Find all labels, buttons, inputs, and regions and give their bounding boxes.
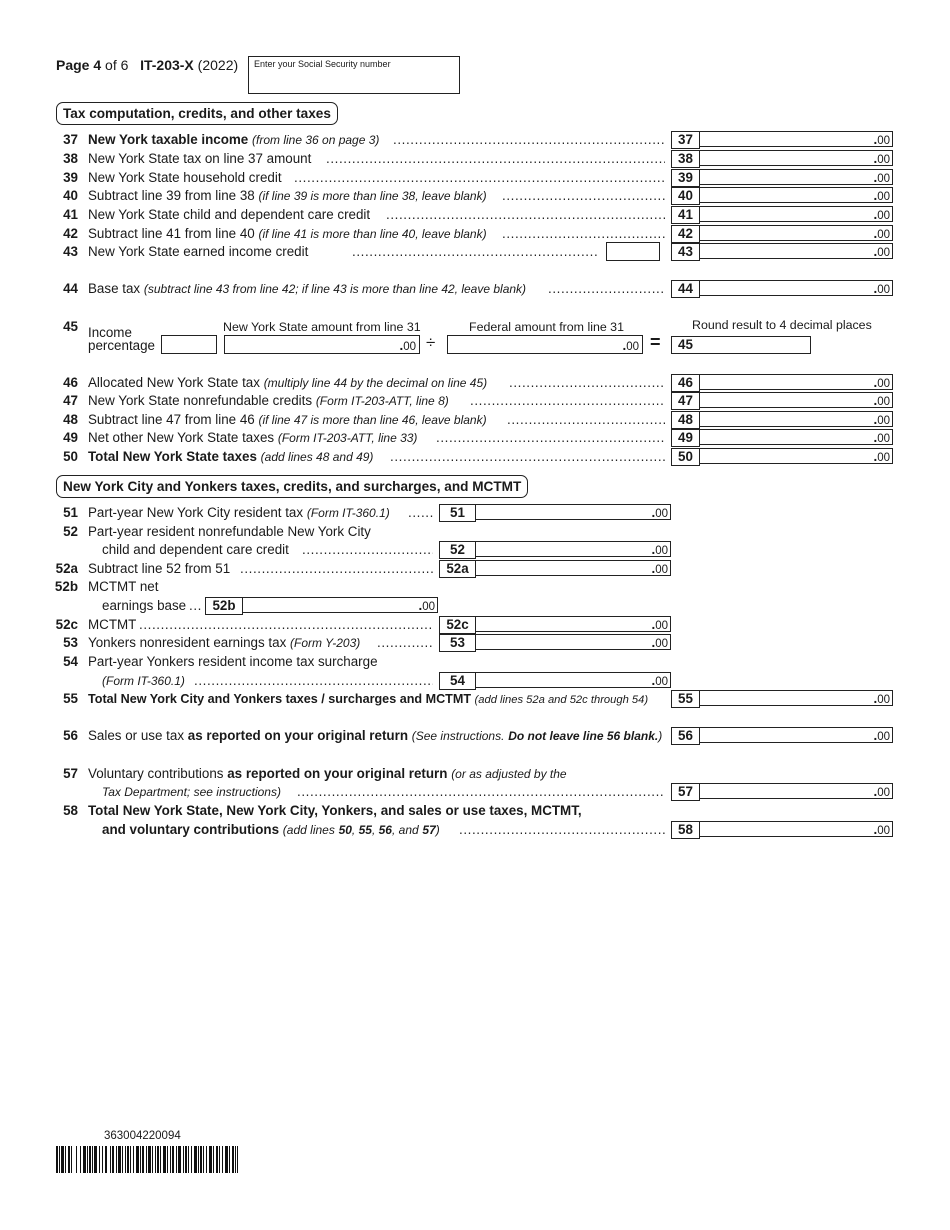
amount-field-52c[interactable]: .00 (476, 616, 671, 632)
page-label: Page (56, 57, 90, 73)
amount-field-39[interactable]: .00 (700, 169, 893, 185)
line-label: Part-year resident nonrefundable New York City (88, 524, 371, 539)
box-label-57: 57 (671, 783, 700, 801)
line-number: 41 (63, 207, 78, 222)
line-52-row-a (0, 523, 950, 541)
line-number: 46 (63, 375, 78, 390)
line-label: Part-year New York City resident tax (Form IT-360.1) (88, 505, 390, 520)
form-id: IT-203-X (140, 57, 194, 73)
line-label: Subtract line 41 from line 40 (if line 41 is more than line 40, leave blank) (88, 226, 487, 241)
line-label: MCTMT net (88, 579, 159, 594)
line-label: Part-year Yonkers resident income tax surcharge (88, 654, 378, 669)
line-49-row (0, 429, 950, 447)
line-38-row (0, 150, 950, 168)
box-label-50: 50 (671, 448, 700, 466)
line-number: 56 (63, 728, 78, 743)
line-number: 55 (63, 691, 78, 706)
line-42-row (0, 225, 950, 243)
line-label: Voluntary contributions as reported on your original return (or as adjusted by the (88, 766, 567, 781)
box-label-37: 37 (671, 131, 700, 149)
line-number: 45 (63, 319, 78, 334)
line-number: 54 (63, 654, 78, 669)
box-label-46: 46 (671, 374, 700, 392)
box-label-48: 48 (671, 411, 700, 429)
line-number: 50 (63, 449, 78, 464)
line-number: 52 (63, 524, 78, 539)
amount-field-58[interactable]: .00 (700, 821, 893, 837)
barcode-image (56, 1146, 238, 1173)
line-58-row-b (0, 821, 950, 839)
line-number: 42 (63, 226, 78, 241)
amount-field-52a[interactable]: .00 (476, 560, 671, 576)
section-title-nyc: New York City and Yonkers taxes, credits, and surcharges, and MCTMT (56, 475, 528, 498)
line-52b-row-b (0, 597, 950, 615)
line-52c-row (0, 616, 950, 634)
box-label-55: 55 (671, 690, 700, 708)
box-label-56: 56 (671, 727, 700, 745)
line-47-row (0, 392, 950, 410)
box-label-54: 54 (439, 672, 476, 690)
box-label-38: 38 (671, 150, 700, 168)
line-43-row (0, 243, 950, 261)
ny-amount-caption: New York State amount from line 31 (223, 320, 421, 334)
box-label-52: 52 (439, 541, 476, 559)
earned-income-credit-checkbox[interactable] (606, 242, 660, 261)
amount-field-52b[interactable]: .00 (243, 597, 438, 613)
line-57-row-a (0, 765, 950, 783)
amount-field-47[interactable]: .00 (700, 392, 893, 408)
amount-field-46[interactable]: .00 (700, 374, 893, 390)
barcode-number: 363004220094 (104, 1130, 181, 1142)
line-54-row-b (0, 672, 950, 690)
amount-field-52[interactable]: .00 (476, 541, 671, 557)
box-label-53: 53 (439, 634, 476, 652)
line-label-cont: and voluntary contributions (add lines 50, 55, 56, and 57) (102, 822, 440, 837)
line-label: Total New York State, New York City, Yonkers, and sales or use taxes, MCTMT, (88, 803, 582, 818)
round-result-caption: Round result to 4 decimal places (692, 318, 872, 332)
divide-sign: ÷ (426, 333, 436, 352)
line-number: 40 (63, 188, 78, 203)
section-title-tax: Tax computation, credits, and other taxes (56, 102, 338, 125)
amount-field-53[interactable]: .00 (476, 634, 671, 650)
line-label: Total New York City and Yonkers taxes / surcharges and MCTMT (add lines 52a and 52c through 54) (88, 692, 649, 706)
line-label: Allocated New York State tax (multiply line 44 by the decimal on line 45) (88, 375, 488, 390)
income-label: Income (88, 325, 132, 340)
line-52-row-b (0, 541, 950, 559)
line-label: New York State earned income credit (88, 244, 309, 259)
box-label-52b: 52b (205, 597, 243, 615)
box-label-49: 49 (671, 429, 700, 447)
amount-field-56[interactable]: .00 (700, 727, 893, 743)
amount-field-48[interactable]: .00 (700, 411, 893, 427)
amount-field-55[interactable]: .00 (700, 690, 893, 706)
line-53-row (0, 634, 950, 652)
form-year: (2022) (197, 57, 239, 73)
line-label: New York State household credit (88, 170, 282, 185)
amount-field-40[interactable]: .00 (700, 187, 893, 203)
line-number: 49 (63, 430, 78, 445)
line-48-row (0, 411, 950, 429)
line-number: 39 (63, 170, 78, 185)
line-label-cont: earnings base (102, 598, 187, 613)
line-number: 51 (63, 505, 78, 520)
equals-sign: = (650, 332, 661, 352)
line-label: Base tax (subtract line 43 from line 42; if line 43 is more than line 42, leave blank) (88, 281, 527, 296)
income-percentage-field[interactable] (161, 335, 217, 354)
line-58-row-a (0, 802, 950, 820)
line-label-cont: (Form IT-360.1) (102, 674, 185, 688)
percentage-label: percentage (88, 338, 156, 353)
amount-field-41[interactable]: .00 (700, 206, 893, 222)
amount-field-38[interactable]: .00 (700, 150, 893, 166)
line-52b-row-a (0, 578, 950, 596)
line-label: Sales or use tax as reported on your original return (See instructions. Do not leave line 56 blank.) (88, 728, 663, 743)
box-label-39: 39 (671, 169, 700, 187)
federal-amount-caption: Federal amount from line 31 (469, 320, 624, 334)
line-51-row (0, 504, 950, 522)
line-label: New York State nonrefundable credits (Form IT-203-ATT, line 8) (88, 393, 449, 408)
page-number: 4 (93, 57, 102, 73)
line-number: 53 (63, 635, 78, 650)
amount-field-44[interactable]: .00 (700, 280, 893, 296)
page-of: of 6 (105, 57, 129, 73)
line-label-cont: Tax Department; see instructions) (102, 785, 281, 799)
line-41-row (0, 206, 950, 224)
box-label-58: 58 (671, 821, 700, 839)
line-44-row (0, 280, 950, 298)
amount-field-54[interactable]: .00 (476, 672, 671, 688)
line-number: 38 (63, 151, 78, 166)
ny-amount-field[interactable]: .00 (224, 335, 420, 354)
box-label-52a: 52a (439, 560, 476, 578)
amount-field-49[interactable]: .00 (700, 429, 893, 445)
line-label-cont: child and dependent care credit (102, 542, 289, 557)
line-number: 43 (63, 244, 78, 259)
line-number: 52b (54, 579, 78, 594)
line-number: 52a (55, 561, 78, 576)
line-label: Yonkers nonresident earnings tax (Form Y-203) (88, 635, 361, 650)
line-label: New York State tax on line 37 amount (88, 151, 312, 166)
line-number: 44 (63, 281, 78, 296)
line-label: Subtract line 47 from line 46 (if line 47 is more than line 46, leave blank) (88, 412, 487, 427)
amount-field-37[interactable]: .00 (700, 131, 893, 147)
box-label-45: 45 (671, 336, 700, 354)
box-label-40: 40 (671, 187, 700, 205)
box-label-41: 41 (671, 206, 700, 224)
line-number: 37 (63, 132, 78, 147)
ssn-field[interactable] (248, 56, 460, 94)
box-label-43: 43 (671, 243, 700, 261)
amount-field-43[interactable]: .00 (700, 243, 893, 259)
box-label-52c: 52c (439, 616, 476, 634)
line-57-row-b (0, 783, 950, 801)
line-label: Net other New York State taxes (Form IT-203-ATT, line 33) (88, 430, 418, 445)
line-label: MCTMT (88, 617, 137, 632)
line-56-row (0, 727, 950, 745)
amount-field-42[interactable]: .00 (700, 225, 893, 241)
box-label-44: 44 (671, 280, 700, 298)
result-field-45[interactable] (699, 336, 811, 354)
line-number: 48 (63, 412, 78, 427)
line-label: New York taxable income (from line 36 on page 3) (88, 132, 380, 147)
line-37-row (0, 131, 950, 149)
line-54-row-a (0, 653, 950, 671)
amount-field-51[interactable]: .00 (476, 504, 671, 520)
line-number: 47 (63, 393, 78, 408)
line-number: 52c (55, 617, 78, 632)
line-number: 58 (63, 803, 78, 818)
line-number: 57 (63, 766, 78, 781)
box-label-51: 51 (439, 504, 476, 522)
line-label: Total New York State taxes (add lines 48 and 49) (88, 449, 374, 464)
box-label-47: 47 (671, 392, 700, 410)
line-50-row (0, 448, 950, 466)
line-52a-row (0, 560, 950, 578)
amount-field-50[interactable]: .00 (700, 448, 893, 464)
ssn-label: Enter your Social Security number (254, 59, 391, 69)
line-39-row (0, 169, 950, 187)
line-55-row (0, 690, 950, 708)
amount-field-57[interactable]: .00 (700, 783, 893, 799)
page-header (56, 57, 238, 73)
line-40-row (0, 187, 950, 205)
line-label: Subtract line 52 from 51 (88, 561, 231, 576)
line-label: Subtract line 39 from line 38 (if line 39 is more than line 38, leave blank) (88, 188, 487, 203)
line-label: New York State child and dependent care credit (88, 207, 371, 222)
box-label-42: 42 (671, 225, 700, 243)
line-46-row (0, 374, 950, 392)
federal-amount-field[interactable]: .00 (447, 335, 643, 354)
